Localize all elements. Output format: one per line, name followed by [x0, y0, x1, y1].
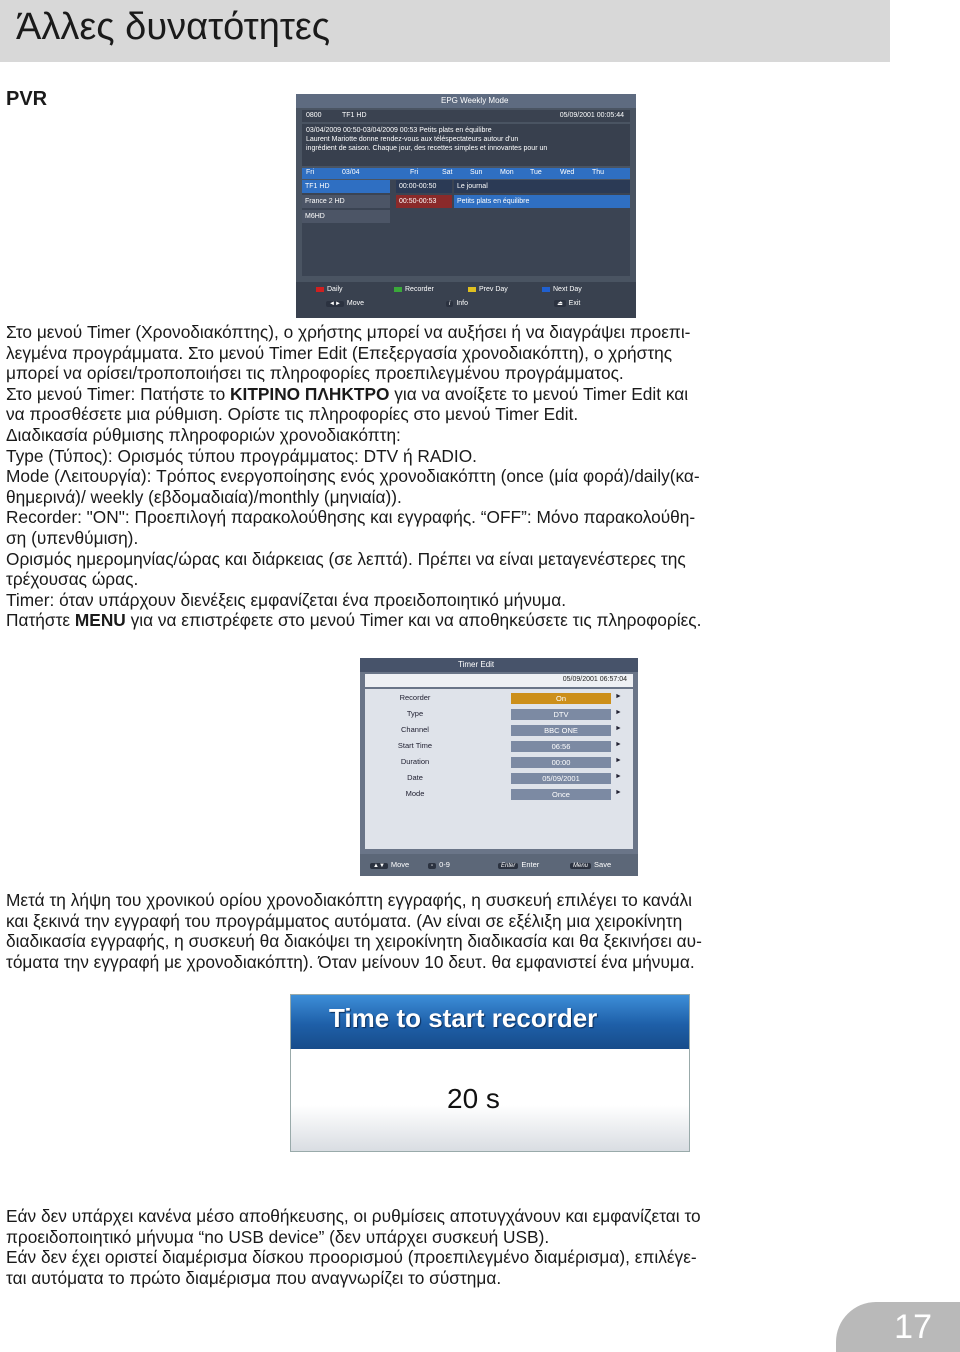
page-number: 17: [894, 1308, 932, 1346]
epg-day[interactable]: Wed: [560, 169, 575, 176]
timer-edit-footer: [360, 854, 638, 876]
recorder-popup-screenshot: [290, 994, 690, 1152]
text-line: ση (υπενθύμιση).: [6, 527, 139, 548]
enter-key-icon: Enter: [498, 863, 518, 869]
row-label: Start Time: [397, 741, 433, 750]
epg-day-date: 03/04: [342, 169, 360, 176]
text-line: ται αυτόματα το πρώτο διαμέρισμα που αναγνωρίζει το σύστημα.: [6, 1267, 502, 1288]
epg-top-date: 05/09/2001 00:05:44: [559, 112, 624, 119]
epg-days-bar: [302, 168, 630, 179]
row-value[interactable]: 05/09/2001: [511, 773, 611, 784]
info-key-icon: i: [446, 301, 453, 307]
row-label: Channel: [401, 725, 429, 734]
text-line: θημερινά)/ weekly (εβδομαδιαία)/monthly (μηνιαία)).: [6, 486, 402, 507]
timer-edit-date: 05/09/2001 06:57:04: [562, 676, 627, 683]
menu-key-icon: Menu: [570, 863, 591, 869]
row-label: Duration: [400, 757, 430, 766]
timer-edit-screenshot: [360, 658, 638, 876]
yellow-key-icon: [468, 287, 476, 292]
timer-row-start-time[interactable]: [365, 739, 633, 754]
paragraph-timer: [6, 322, 906, 631]
epg-day[interactable]: Sun: [470, 169, 483, 176]
text-line: τόματα την εγγραφή με χρονοδιακόπτη). Όταν μείνουν 10 δευτ. θα εμφανιστεί ένα μήνυμα.: [6, 951, 695, 972]
numeric-key-icon: ▫: [428, 863, 436, 869]
epg-channel-row[interactable]: M6HD: [302, 210, 390, 223]
epg-channel-row[interactable]: TF1 HD: [302, 180, 390, 193]
row-label: Recorder: [399, 693, 431, 702]
row-value[interactable]: DTV: [511, 709, 611, 720]
epg-slot-time: 00:00-00:50: [396, 180, 452, 193]
text-line: Timer: όταν υπάρχουν διενέξεις εμφανίζεται ένα προειδοποιητικό μήνυμα.: [6, 589, 567, 610]
blue-key-icon: [542, 287, 550, 292]
arrow-right-icon: ►: [615, 773, 622, 780]
epg-footer: [296, 282, 636, 318]
epg-slot-title[interactable]: Le journal: [454, 180, 630, 193]
epg-info-box: [302, 124, 630, 166]
green-key-icon: [394, 287, 402, 292]
timer-row-recorder[interactable]: [365, 691, 633, 706]
epg-day[interactable]: Tue: [530, 169, 542, 176]
text-line: μπορεί να ορίσει/τροποποιήσει τις πληροφορίες προεπιλεγμένου προγράμματος.: [6, 363, 624, 384]
epg-move-label: Move: [346, 300, 365, 307]
timer-edit-title: Timer Edit: [458, 660, 495, 669]
text-line: Διαδικασία ρύθμισης πληροφοριών χρονοδιακόπτη:: [6, 424, 401, 445]
countdown-text: 20 s: [447, 1083, 500, 1114]
epg-day[interactable]: Fri: [410, 169, 419, 176]
timer-edit-body: [365, 689, 633, 849]
epg-day-label: Fri: [306, 169, 315, 176]
timer-row-channel[interactable]: [365, 723, 633, 738]
yellow-key-text: ΚΙΤΡΙΝΟ ΠΛΗΚΤΡΟ: [230, 383, 390, 404]
epg-recorder-label: Recorder: [405, 286, 434, 293]
text-line: Type (Τύπος): Ορισμός τύπου προγράμματος: DTV ή RADIO.: [6, 445, 477, 466]
title-bar: [0, 0, 890, 62]
epg-header-title: EPG Weekly Mode: [441, 96, 509, 105]
row-value[interactable]: 06:56: [511, 741, 611, 752]
row-label: Date: [407, 773, 423, 782]
epg-prev-day-label: Prev Day: [479, 286, 508, 293]
epg-slot-time: 00:50-00:53: [396, 195, 452, 208]
red-key-icon: [316, 287, 324, 292]
text-line: Ορισμός ημερομηνίας/ώρας και διάρκειας (σε λεπτά). Πρέπει να είναι μεταγενέστερες της: [6, 548, 686, 569]
timer-edit-datebar: [365, 674, 633, 687]
row-value[interactable]: Once: [511, 789, 611, 800]
arrows-key-icon: ▲▼: [370, 863, 388, 869]
epg-day[interactable]: Mon: [500, 169, 514, 176]
page-title: Άλλες δυνατότητες: [16, 6, 331, 48]
popup-header: [291, 995, 689, 1049]
paragraph-recording: [6, 890, 906, 972]
text-line: Στο μενού Timer: Πατήστε το ΚΙΤΡΙΝΟ ΠΛΗΚΤΡΟ για να ανοίξετε το μενού Timer Edit και: [6, 383, 689, 404]
text-line: Εάν δεν έχει οριστεί διαμέρισμα δίσκου προορισμού (προεπιλεγμένο διαμέρισμα), επιλέγε-: [6, 1247, 697, 1268]
popup-title: Time to start recorder: [329, 1003, 598, 1033]
text-line: Εάν δεν υπάρχει κανένα μέσο αποθήκευσης, οι ρυθμίσεις αποτυγχάνουν και εμφανίζεται το: [6, 1206, 701, 1226]
text-line: Πατήστε MENU για να επιστρέφετε στο μενού Timer και να αποθηκεύσετε τις πληροφορίες.: [6, 610, 702, 631]
epg-header: [296, 94, 636, 108]
timer-row-duration[interactable]: [365, 755, 633, 770]
epg-slot-title[interactable]: Petits plats en équilibre: [454, 195, 630, 208]
page-number-tab: [836, 1302, 960, 1352]
text-line: προειδοποιητικό μήνυμα “no USB device” (δεν υπάρχει συσκευή USB).: [6, 1226, 550, 1247]
menu-key-text: MENU: [74, 610, 126, 631]
epg-channel-row[interactable]: France 2 HD: [302, 195, 390, 208]
epg-weekly-screenshot: [296, 94, 636, 318]
text-line: Στο μενού Timer (Χρονοδιακόπτης), ο χρήστης μπορεί να αυξήσει ή να διαγράψει προεπι-: [6, 322, 691, 342]
epg-info-line: Laurent Mariotte donne rendez-vous aux téléspectateurs autour d'un: [306, 136, 519, 143]
text-line: λεγμένα προγράμματα. Στο μενού Timer Edit (Επεξεργασία χρονοδιακόπτη), ο χρήστης: [6, 342, 673, 363]
exit-key-icon: ⏏: [554, 300, 566, 307]
arrow-right-icon: ►: [615, 741, 622, 748]
text-line: Mode (Λειτουργία): Τρόπος ενεργοποίησης ενός χρονοδιακόπτη (once (μία φορά)/daily(κα-: [6, 466, 700, 487]
section-heading: PVR: [6, 88, 48, 110]
text-line: Μετά τη λήψη του χρονικού ορίου χρονοδιακόπτη εγγραφής, η συσκευή επιλέγει το κανάλι: [6, 890, 693, 910]
epg-info-line: ingrédient de saison. Chaque jour, des recettes simples et innovantes pour un: [306, 145, 548, 152]
row-label: Mode: [405, 789, 425, 798]
text-line: Recorder: "ON": Προεπιλογή παρακολούθησης και εγγραφής. “OFF”: Μόνο παρακολούθη-: [6, 507, 696, 528]
arrow-right-icon: ►: [615, 789, 622, 796]
row-value[interactable]: BBC ONE: [511, 725, 611, 736]
move-label: Move: [390, 860, 410, 869]
row-value[interactable]: 00:00: [511, 757, 611, 768]
enter-label: Enter: [521, 860, 540, 869]
arrow-right-icon: ►: [615, 725, 622, 732]
epg-next-day-label: Next Day: [553, 286, 582, 293]
epg-daily-label: Daily: [327, 286, 343, 293]
arrow-right-icon: ►: [615, 757, 622, 764]
text-line: να προσθέσετε μια ρύθμιση. Ορίστε τις πληροφορίες στο μενού Timer Edit.: [6, 404, 579, 425]
row-label: Type: [406, 709, 424, 718]
arrows-key-icon: ◄►: [326, 301, 344, 307]
paragraph-usb: [6, 1206, 906, 1288]
row-value[interactable]: On: [511, 693, 611, 704]
arrow-right-icon: ►: [615, 693, 622, 700]
text-line: διαδικασία εγγραφής, η συσκευή θα διακόψει τη χειροκίνητη διαδικασία και θα ξεκινήσει αυ-: [6, 931, 702, 952]
timer-row-date[interactable]: [365, 771, 633, 786]
epg-top-channel: TF1 HD: [342, 112, 367, 119]
text-line: τρέχουσας ώρας.: [6, 569, 139, 590]
epg-exit-label: Exit: [568, 300, 581, 307]
timer-row-mode[interactable]: [365, 787, 633, 802]
numeric-label: 0-9: [439, 860, 450, 869]
epg-info-line: 03/04/2009 00:50-03/04/2009 00:53 Petits plats en équilibre: [306, 127, 492, 134]
epg-day[interactable]: Sat: [442, 169, 453, 176]
timer-edit-header: [360, 658, 638, 672]
epg-info-label: Info: [456, 300, 469, 307]
timer-row-type[interactable]: [365, 707, 633, 722]
epg-day[interactable]: Thu: [592, 169, 605, 176]
save-label: Save: [594, 860, 612, 869]
epg-topline: [302, 110, 630, 122]
text-line: και ξεκινά την εγγραφή του προγράμματος αυτόματα. (Αν είναι σε εξέλιξη μια χειροκίνητη: [6, 910, 683, 931]
arrow-right-icon: ►: [615, 709, 622, 716]
epg-top-left: 0800: [306, 112, 322, 119]
